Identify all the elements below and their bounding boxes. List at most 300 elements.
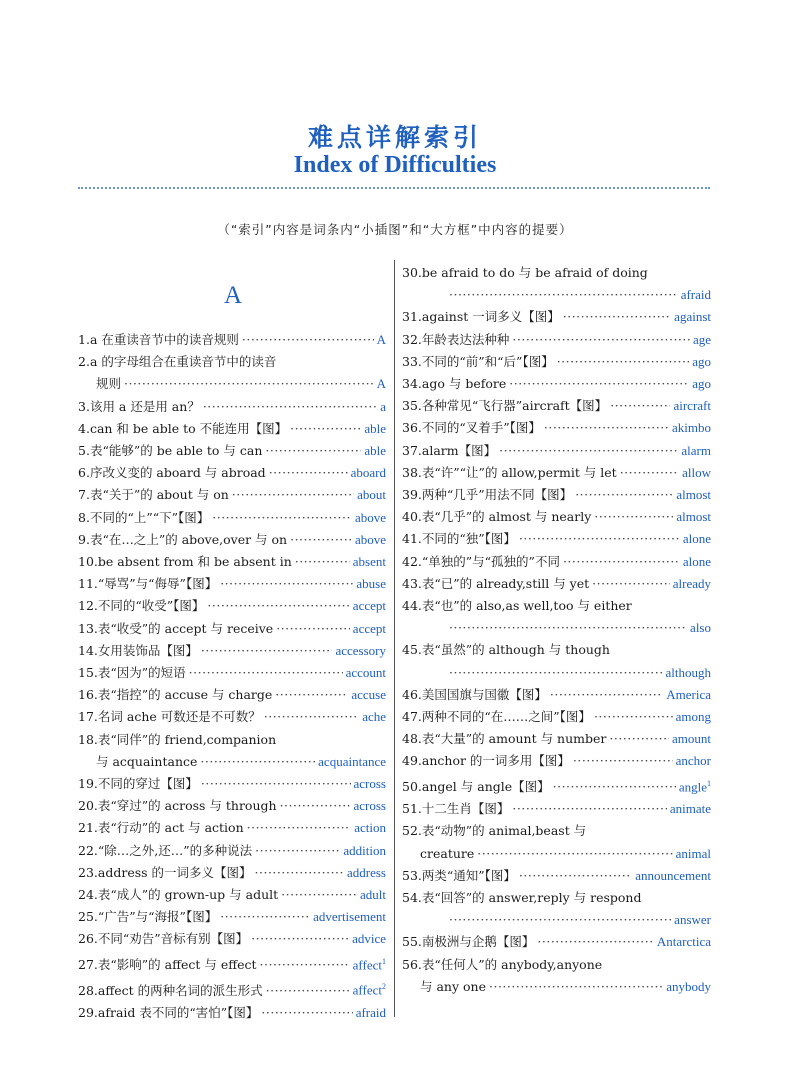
entry-text: affect 的两种名词的派生形式 (97, 982, 263, 998)
dot-leader (449, 284, 678, 306)
entry-keyword-link[interactable] (682, 462, 711, 484)
entry-text: 表“行动”的 act 与 action (97, 820, 244, 836)
dot-leader (449, 909, 671, 931)
dot-leader (280, 795, 351, 817)
index-entry-continuation (402, 976, 711, 998)
entry-number: 25. (78, 909, 98, 925)
index-entry-line (402, 954, 711, 976)
entry-number: 9. (78, 531, 90, 547)
entry-text: 表“虽然”的 although 与 though (421, 642, 610, 658)
entry-keyword-link[interactable] (666, 976, 711, 998)
entry-number: 51. (402, 801, 422, 817)
dot-leader (247, 817, 352, 839)
index-entry[interactable] (78, 507, 386, 529)
dot-leader (220, 906, 310, 928)
entry-number: 54. (402, 890, 422, 906)
entry-keyword-link[interactable] (353, 618, 386, 640)
dot-leader (537, 931, 653, 953)
entry-text: 表“指控”的 accuse 与 charge (97, 687, 273, 703)
entry-keyword-link[interactable] (313, 906, 386, 928)
entry-keyword-link[interactable] (679, 773, 711, 799)
entry-keyword: able (364, 443, 386, 459)
index-entry-line (78, 773, 386, 795)
entry-keyword: acquaintance (318, 753, 386, 769)
entry-text: a 在重读音节中的读音规则 (89, 332, 239, 347)
entry-keyword-link[interactable] (362, 706, 386, 728)
index-entry[interactable] (78, 976, 386, 1002)
entry-text: 表“任何人”的 anybody,anyone (421, 956, 603, 972)
entry-keyword: almost (676, 509, 711, 525)
entry-keyword: ago (692, 376, 711, 392)
index-entry-line (78, 684, 386, 706)
entry-keyword-link[interactable] (672, 417, 711, 439)
entry-keyword-link[interactable] (676, 484, 711, 506)
index-entry[interactable] (402, 306, 711, 328)
dot-leader (563, 551, 680, 573)
index-entry[interactable] (402, 595, 711, 639)
index-entry[interactable] (78, 795, 386, 817)
dot-leader (290, 418, 361, 440)
entry-number: 27. (78, 957, 98, 973)
index-entry[interactable] (402, 484, 711, 506)
index-entry-line (78, 640, 386, 662)
entry-number: 31. (402, 309, 422, 325)
index-entry[interactable] (78, 551, 386, 573)
entry-text: 名词 ache 可数还是不可数？ (97, 709, 261, 725)
dot-leader (207, 595, 349, 617)
entry-number: 18. (78, 731, 98, 747)
entry-text: 表“已”的 already,still 与 yet (421, 575, 590, 591)
entry-keyword-link[interactable] (681, 440, 711, 462)
dot-leader (261, 1002, 352, 1024)
entry-number: 46. (402, 686, 422, 702)
index-entry[interactable] (78, 484, 386, 506)
dot-leader (609, 728, 669, 750)
index-entry-line (78, 951, 386, 977)
index-entry-line (78, 396, 386, 418)
entry-text: 女用装饰品【图】 (97, 642, 198, 658)
entry-number: 56. (402, 956, 422, 972)
dot-leader (610, 395, 670, 417)
index-entry[interactable] (78, 640, 386, 662)
entry-number: 3. (78, 398, 90, 414)
entry-text: address 的一词多义【图】 (97, 864, 252, 880)
entry-keyword-link[interactable] (683, 551, 711, 573)
entry-keyword: anybody (666, 978, 711, 994)
entry-keyword-link[interactable] (676, 843, 711, 865)
index-entry-continuation (78, 751, 386, 773)
entry-number: 29. (78, 1004, 98, 1020)
dot-leader (477, 843, 672, 865)
section-letter: A (223, 282, 243, 309)
entry-text: 表“因为”的短语 (97, 665, 186, 681)
entry-keyword: age (692, 331, 711, 347)
entry-keyword-link[interactable] (351, 462, 386, 484)
index-entry[interactable] (78, 684, 386, 706)
entry-keyword: animate (669, 801, 711, 817)
entry-number: 37. (402, 442, 422, 458)
index-entry-line (402, 865, 711, 887)
entry-keyword-link[interactable] (683, 528, 711, 550)
index-entry[interactable] (402, 351, 711, 373)
entry-text: 不同的穿过【图】 (97, 776, 198, 792)
dot-leader (544, 417, 669, 439)
entry-keyword-link[interactable] (666, 662, 712, 684)
dot-leader (220, 573, 353, 595)
dot-leader (592, 573, 670, 595)
entry-keyword-link[interactable] (360, 884, 386, 906)
entry-keyword-link[interactable] (673, 395, 711, 417)
entry-keyword: abuse (356, 576, 386, 592)
index-entry-line (78, 618, 386, 640)
entry-keyword-link[interactable] (346, 662, 386, 684)
dot-leader (620, 462, 679, 484)
index-entry[interactable] (78, 573, 386, 595)
dot-leader (499, 440, 678, 462)
entry-number: 50. (402, 779, 422, 794)
entry-keyword: ache (362, 709, 386, 725)
entry-keyword: above (354, 509, 386, 525)
entry-keyword: animal (675, 845, 711, 861)
dot-leader (124, 373, 374, 395)
dot-leader (550, 684, 663, 706)
entry-keyword-link[interactable] (690, 617, 711, 639)
entry-text: 不同的“收受”【图】 (97, 598, 205, 614)
index-entry[interactable] (402, 954, 711, 998)
entry-keyword-link[interactable] (672, 728, 711, 750)
entry-keyword: announcement (635, 867, 711, 883)
entry-keyword-link[interactable] (347, 862, 386, 884)
entry-number: 2. (78, 354, 90, 370)
entry-number: 44. (402, 598, 422, 614)
entry-keyword-link[interactable] (676, 706, 711, 728)
entry-number: 5. (78, 443, 90, 459)
index-entry[interactable] (402, 706, 711, 728)
index-entry-line (402, 440, 711, 462)
entry-keyword-link[interactable] (674, 306, 711, 328)
entry-number: 8. (78, 509, 90, 525)
entry-keyword-link[interactable] (353, 951, 386, 977)
entry-keyword: aircraft (673, 398, 711, 414)
entry-keyword-link[interactable] (343, 840, 386, 862)
entry-keyword-link[interactable] (380, 396, 386, 418)
index-entry[interactable] (78, 329, 386, 351)
entry-number: 26. (78, 931, 98, 947)
entry-keyword: affect (352, 957, 382, 973)
index-entry[interactable] (402, 887, 711, 931)
entry-keyword: America (666, 686, 711, 702)
entry-keyword-link[interactable] (681, 284, 711, 306)
entry-text: 南极洲与企鹅【图】 (421, 934, 535, 950)
entry-keyword-link[interactable] (356, 573, 386, 595)
entry-keyword-link[interactable] (676, 506, 711, 528)
entry-keyword-link[interactable] (635, 865, 711, 887)
entry-keyword-link[interactable] (364, 440, 386, 462)
dot-leader (251, 928, 349, 950)
index-entry[interactable] (78, 706, 386, 728)
index-entry[interactable] (402, 931, 711, 953)
entry-number: 6. (78, 465, 90, 481)
index-entry[interactable] (402, 773, 711, 799)
index-entry-line (78, 976, 386, 1002)
dot-leader (232, 484, 354, 506)
index-entry[interactable] (402, 551, 711, 573)
entry-number: 16. (78, 687, 98, 703)
dot-leader (200, 751, 315, 773)
entry-number: 48. (402, 731, 422, 747)
entry-keyword-link[interactable] (676, 750, 711, 772)
entry-text: alarm【图】 (421, 442, 497, 458)
entry-number: 42. (402, 553, 422, 569)
index-entry[interactable] (402, 639, 711, 683)
index-entry-line (78, 529, 386, 551)
entry-text: 表“回答”的 answer,reply 与 respond (421, 890, 642, 906)
entry-number: 28. (78, 982, 98, 998)
entry-keyword: although (665, 664, 711, 680)
entry-text: 表“影响”的 affect 与 effect (97, 957, 257, 973)
entry-text: 年龄表达法种种 (421, 331, 510, 347)
entry-text: 表“在…之上”的 above,over 与 on (89, 531, 288, 547)
entry-keyword: already (672, 575, 711, 591)
entry-number: 32. (402, 331, 422, 347)
index-entry-line (78, 795, 386, 817)
entry-text: 规则 (96, 376, 122, 392)
dotted-divider (78, 187, 710, 189)
dot-leader (260, 954, 350, 976)
index-entry[interactable] (78, 840, 386, 862)
entry-keyword: addition (343, 842, 386, 858)
entry-text: 表“大量”的 amount 与 number (421, 731, 607, 747)
dot-leader (594, 506, 673, 528)
entry-number: 47. (402, 709, 422, 725)
entry-text: 两种不同的“在……之间”【图】 (421, 709, 591, 725)
index-entry-line (402, 750, 711, 772)
dot-leader (557, 351, 690, 373)
index-entry-continuation (78, 373, 386, 395)
index-entry-line (78, 706, 386, 728)
index-entry[interactable] (402, 820, 711, 864)
entry-keyword-link[interactable] (377, 329, 386, 351)
entry-keyword-link[interactable] (353, 595, 386, 617)
index-entry[interactable] (402, 373, 711, 395)
entry-keyword: against (674, 309, 711, 325)
dot-leader (201, 773, 351, 795)
entry-keyword-link[interactable] (377, 373, 386, 395)
index-entry[interactable] (402, 528, 711, 550)
entry-text: 表“收受”的 accept 与 receive (97, 620, 274, 636)
entry-number: 17. (78, 709, 98, 725)
index-entry-line (402, 684, 711, 706)
entry-keyword-link[interactable] (673, 573, 711, 595)
dot-leader (519, 865, 632, 887)
entry-keyword: about (357, 487, 386, 503)
entry-text: 两类“通知”【图】 (421, 867, 516, 883)
entry-number: 24. (78, 887, 98, 903)
entry-number: 10. (78, 554, 98, 570)
entry-keyword-link[interactable] (364, 418, 386, 440)
dot-leader (290, 529, 352, 551)
index-entry[interactable] (402, 684, 711, 706)
index-entry[interactable] (78, 595, 386, 617)
index-entry-line (78, 595, 386, 617)
entry-keyword: allow (682, 464, 711, 480)
entry-keyword-link[interactable] (355, 529, 386, 551)
dot-leader (553, 776, 676, 798)
index-entry[interactable] (402, 329, 711, 351)
entry-keyword: A (376, 376, 386, 392)
index-entry[interactable] (402, 728, 711, 750)
index-entry[interactable] (402, 865, 711, 887)
entry-number: 34. (402, 376, 422, 392)
entry-keyword-link[interactable] (666, 684, 711, 706)
entry-keyword: aboard (350, 465, 386, 481)
entry-text: 表“也”的 also,as well,too 与 either (421, 598, 632, 614)
entry-keyword: absent (352, 554, 386, 570)
entry-text: 表“穿过”的 across 与 through (97, 798, 277, 814)
index-entry[interactable] (402, 417, 711, 439)
index-entry[interactable] (78, 396, 386, 418)
index-entry-line (78, 906, 386, 928)
entry-keyword-link[interactable] (693, 329, 711, 351)
entry-text: “广告”与“海报”【图】 (97, 909, 218, 925)
entry-keyword-link[interactable] (356, 1002, 386, 1024)
index-entry[interactable] (78, 773, 386, 795)
index-entry[interactable] (78, 662, 386, 684)
index-entry[interactable] (78, 418, 386, 440)
entry-text: 表“同伴”的 friend,companion (97, 731, 277, 747)
index-entry-line (402, 528, 711, 550)
index-entry-line (402, 462, 711, 484)
index-entry-line (78, 573, 386, 595)
entry-keyword: among (675, 709, 711, 725)
entry-text: “除…之外,还…”的多种说法 (97, 842, 253, 858)
entry-text: 十二生肖【图】 (421, 801, 510, 817)
dot-leader (594, 706, 673, 728)
index-entry[interactable] (402, 750, 711, 772)
dot-leader (575, 484, 673, 506)
entry-text: creature (420, 845, 475, 861)
index-entry-line (78, 840, 386, 862)
index-entry-line (78, 928, 386, 950)
index-entry[interactable] (78, 618, 386, 640)
index-entry-line (78, 484, 386, 506)
entry-keyword-link[interactable] (353, 976, 386, 1002)
entry-keyword-link[interactable] (657, 931, 711, 953)
index-entry-line (402, 773, 711, 799)
index-entry[interactable] (78, 529, 386, 551)
index-entry[interactable] (78, 729, 386, 773)
index-entry-line (402, 506, 711, 528)
entry-keyword: alone (682, 531, 711, 547)
entry-keyword-link[interactable] (354, 795, 387, 817)
entry-text: “单独的”与“孤独的”不同 (421, 553, 560, 569)
entry-number: 21. (78, 820, 98, 836)
index-entry[interactable] (78, 951, 386, 977)
index-entry[interactable] (78, 462, 386, 484)
entry-keyword-link[interactable] (674, 909, 711, 931)
dot-leader (212, 507, 352, 529)
index-entry[interactable] (402, 573, 711, 595)
entry-keyword: also (690, 620, 711, 636)
index-entry-line (402, 573, 711, 595)
entry-text: angel 与 angle【图】 (421, 779, 550, 794)
index-entry[interactable] (402, 440, 711, 462)
index-entry[interactable] (402, 262, 711, 306)
entry-keyword-link[interactable] (692, 351, 711, 373)
index-entry[interactable] (402, 506, 711, 528)
dot-leader (512, 329, 690, 351)
entry-keyword-link[interactable] (670, 798, 711, 820)
entry-keyword-link[interactable] (318, 751, 386, 773)
entry-number: 43. (402, 575, 422, 591)
index-entry[interactable] (78, 906, 386, 928)
entry-keyword: advertisement (313, 909, 386, 925)
entry-keyword-link[interactable] (692, 373, 711, 395)
entry-number: 12. (78, 598, 98, 614)
index-entry[interactable] (78, 928, 386, 950)
entry-keyword: almost (676, 487, 711, 503)
column-divider (394, 260, 395, 1017)
dot-leader (189, 662, 343, 684)
entry-keyword-link[interactable] (352, 928, 386, 950)
index-entry[interactable] (402, 798, 711, 820)
index-entry-line (78, 351, 386, 373)
entry-keyword-link[interactable] (355, 507, 386, 529)
index-entry[interactable] (78, 884, 386, 906)
index-entry-continuation (402, 617, 711, 639)
keyword-superscript: 2 (382, 982, 386, 992)
index-entry-continuation (402, 284, 711, 306)
index-entry[interactable] (402, 462, 711, 484)
index-entry-line (402, 728, 711, 750)
entry-text: 该用 a 还是用 an？ (89, 398, 200, 414)
entry-keyword: akimbo (672, 420, 711, 436)
entry-number: 33. (402, 353, 422, 369)
entry-text: 不同的“上”“下”【图】 (89, 509, 210, 525)
index-entry[interactable] (78, 1002, 386, 1024)
index-entry[interactable] (78, 351, 386, 395)
index-entry[interactable] (402, 395, 711, 417)
entry-keyword-link[interactable] (354, 817, 386, 839)
entry-keyword-link[interactable] (354, 773, 387, 795)
dot-leader (255, 840, 340, 862)
entry-number: 53. (402, 867, 422, 883)
index-entry-continuation (402, 662, 711, 684)
entry-keyword: accept (352, 620, 386, 636)
index-entry[interactable] (78, 817, 386, 839)
entry-keyword: action (354, 820, 386, 836)
index-entry-line (402, 887, 711, 909)
entry-keyword: able (364, 420, 386, 436)
entry-keyword-link[interactable] (353, 551, 386, 573)
dot-leader (519, 528, 680, 550)
index-entry-line (402, 706, 711, 728)
entry-keyword-link[interactable] (335, 640, 386, 662)
dot-leader (563, 306, 671, 328)
entry-keyword-link[interactable] (351, 684, 386, 706)
entry-keyword-link[interactable] (357, 484, 386, 506)
index-entry-line (402, 373, 711, 395)
index-entry[interactable] (78, 862, 386, 884)
entry-number: 23. (78, 864, 98, 880)
entry-text: can 和 be able to 不能连用【图】 (89, 420, 288, 436)
keyword-superscript: 1 (382, 956, 386, 966)
index-entry-line (402, 306, 711, 328)
entry-text: a 的字母组合在重读音节中的读音 (89, 354, 277, 370)
dot-leader (269, 462, 348, 484)
index-entry-line (78, 329, 386, 351)
index-entry[interactable] (78, 440, 386, 462)
